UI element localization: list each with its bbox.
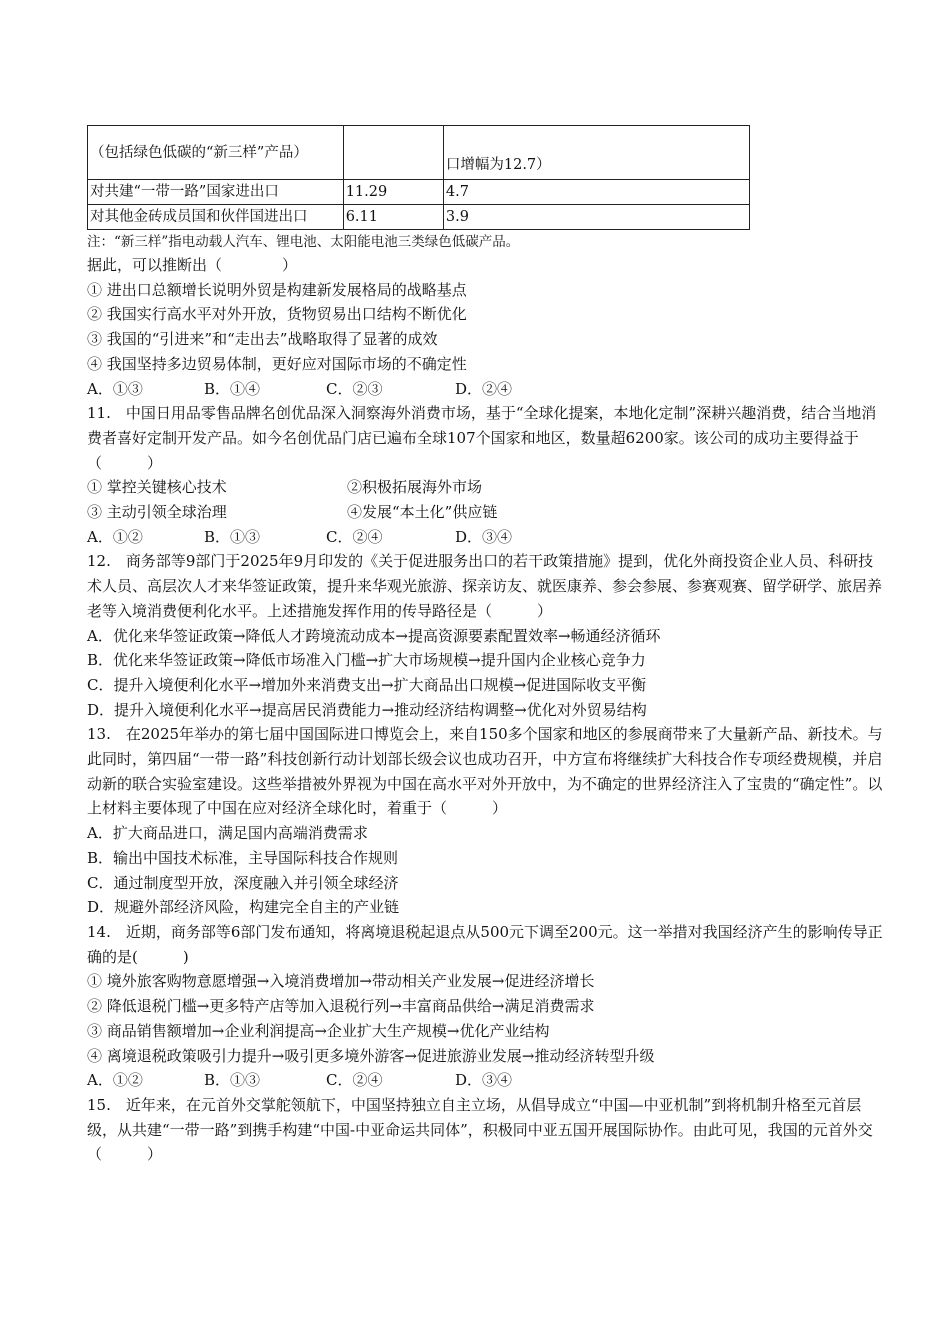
option-b: B．①③: [204, 527, 261, 546]
table-cell: 对共建“一带一路”国家进出口: [88, 180, 344, 205]
q11-items-row: [87, 475, 887, 500]
table-cell: 11.29: [343, 180, 443, 205]
table-cell: 4.7: [443, 180, 749, 205]
q10-item: ④ 我国坚持多边贸易体制，更好应对国际市场的不确定性: [87, 354, 467, 373]
table-row: [88, 126, 750, 180]
q11-items-row: [87, 500, 887, 525]
table-row: [88, 180, 750, 205]
option-a: A．①②: [87, 527, 143, 546]
q10-options: [87, 377, 887, 402]
option-d: D．提升入境便利化水平→提高居民消费能力→推动经济结构调整→优化对外贸易结构: [87, 700, 647, 719]
option-d: D．②④: [455, 379, 513, 398]
option-d: D．③④: [455, 1071, 513, 1090]
table-cell: 对其他金砖成员国和伙伴国进出口: [88, 205, 344, 230]
q13-stem: 13. 在2025年举办的第七届中国国际进口博览会上，来自150多个国家和地区的参展商带来了大量新产品、新技术。与此同时，第四届“一带一路”科技创新行动计划部长级会议也成功召开，中方宣布将继续扩大科技合作专项经费规模，并启动新的联合实验室建设。这些举措被外界视为中国在高水平对外开放中，为不确定的世界经济注入了宝贵的“确定性”。以上材料主要体现了中国在应对经济全球化时，着重于（ ）: [87, 725, 883, 818]
option-b: B．输出中国技术标准，主导国际科技合作规则: [87, 848, 399, 867]
option-c: C．②③: [326, 379, 383, 398]
q10-item: ③ 我国的“引进来”和“走出去”战略取得了显著的成效: [87, 330, 438, 349]
table-cell: 口增幅为12.7）: [443, 126, 749, 180]
option-d: D．③④: [455, 527, 513, 546]
q14-item: ② 降低退税门槛→更多特产店等加入退税行列→丰富商品供给→满足消费需求: [87, 997, 595, 1016]
table-cell: 6.11: [343, 205, 443, 230]
option-c: C．通过制度型开放，深度融入并引领全球经济: [87, 873, 399, 892]
option-b: B．①③: [204, 1071, 261, 1090]
table-note: 注：“新三样”指电动载人汽车、锂电池、太阳能电池三类绿色低碳产品。: [87, 234, 520, 250]
option-c: C．②④: [326, 527, 383, 546]
option-b: B．优化来华签证政策→降低市场准入门槛→扩大市场规模→提升国内企业核心竞争力: [87, 651, 646, 670]
option-c: C．提升入境便利化水平→增加外来消费支出→扩大商品出口规模→促进国际收支平衡: [87, 675, 647, 694]
q14-item: ④ 离境退税政策吸引力提升→吸引更多境外游客→促进旅游业发展→推动经济转型升级: [87, 1046, 655, 1065]
q14-item: ③ 商品销售额增加→企业利润提高→企业扩大生产规模→优化产业结构: [87, 1021, 550, 1040]
table-row: [88, 205, 750, 230]
option-c: C．②④: [326, 1071, 383, 1090]
q12-stem: 12. 商务部等9部门于2025年9月印发的《关于促进服务出口的若干政策措施》提到，优化外商投资企业人员、科研技术人员、高层次人才来华签证政策，提升来华观光旅游、探亲访友、就医康养、参会参展、参赛观赛、留学研学、旅居养老等入境消费便利化水平。上述措施发挥作用的传导路径是（ ）: [87, 552, 883, 620]
q11-stem: 11. 中国日用品零售品牌名创优品深入洞察海外消费市场，基于“全球化提案，本地化定制”深耕兴趣消费，结合当地消费者喜好定制开发产品。如今名创优品门店已遍布全球107个国家和地区，数量超6200家。该公司的成功主要得益于（ ）: [87, 404, 877, 472]
q10-stem: 据此，可以推断出（ ）: [87, 256, 298, 274]
q11-item: ④发展“本土化”供应链: [347, 503, 498, 522]
option-a: A．扩大商品进口，满足国内高端消费需求: [87, 824, 368, 843]
table-cell: （包括绿色低碳的“新三样”产品）: [88, 126, 344, 180]
table-cell: [343, 126, 443, 180]
option-a: A．①③: [87, 379, 143, 398]
q11-item: ① 掌控关键核心技术: [87, 478, 227, 497]
q10-item: ② 我国实行高水平对外开放，货物贸易出口结构不断优化: [87, 305, 467, 324]
q15-stem: 15. 近年来，在元首外交掌舵领航下，中国坚持独立自主立场，从倡导成立“中国—中亚机制”到将机制升格至元首层级，从共建“一带一路”到携手构建“中国-中亚命运共同体”，积极同中亚五国开展国际协作。由此可见，我国的元首外交（ ）: [87, 1095, 873, 1164]
option-b: B．①④: [204, 379, 261, 398]
q11-item: ③ 主动引领全球治理: [87, 503, 227, 522]
option-a: A．优化来华签证政策→降低人才跨境流动成本→提高资源要素配置效率→畅通经济循环: [87, 626, 661, 645]
q14-stem: 14. 近期，商务部等6部门发布通知，将离境退税起退点从500元下调至200元。这一举措对我国经济产生的影响传导正确的是( ): [87, 922, 883, 966]
q14-item: ① 境外旅客购物意愿增强→入境消费增加→带动相关产业发展→促进经济增长: [87, 972, 595, 991]
trade-table: [87, 125, 750, 230]
q14-options: [87, 1068, 887, 1093]
q11-options: [87, 525, 887, 550]
exam-page: [87, 125, 887, 1167]
option-a: A．①②: [87, 1071, 143, 1090]
option-d: D．规避外部经济风险，构建完全自主的产业链: [87, 898, 400, 917]
table-cell: 3.9: [443, 205, 749, 230]
q11-item: ②积极拓展海外市场: [347, 478, 483, 497]
q10-item: ① 进出口总额增长说明外贸是构建新发展格局的战略基点: [87, 280, 467, 299]
